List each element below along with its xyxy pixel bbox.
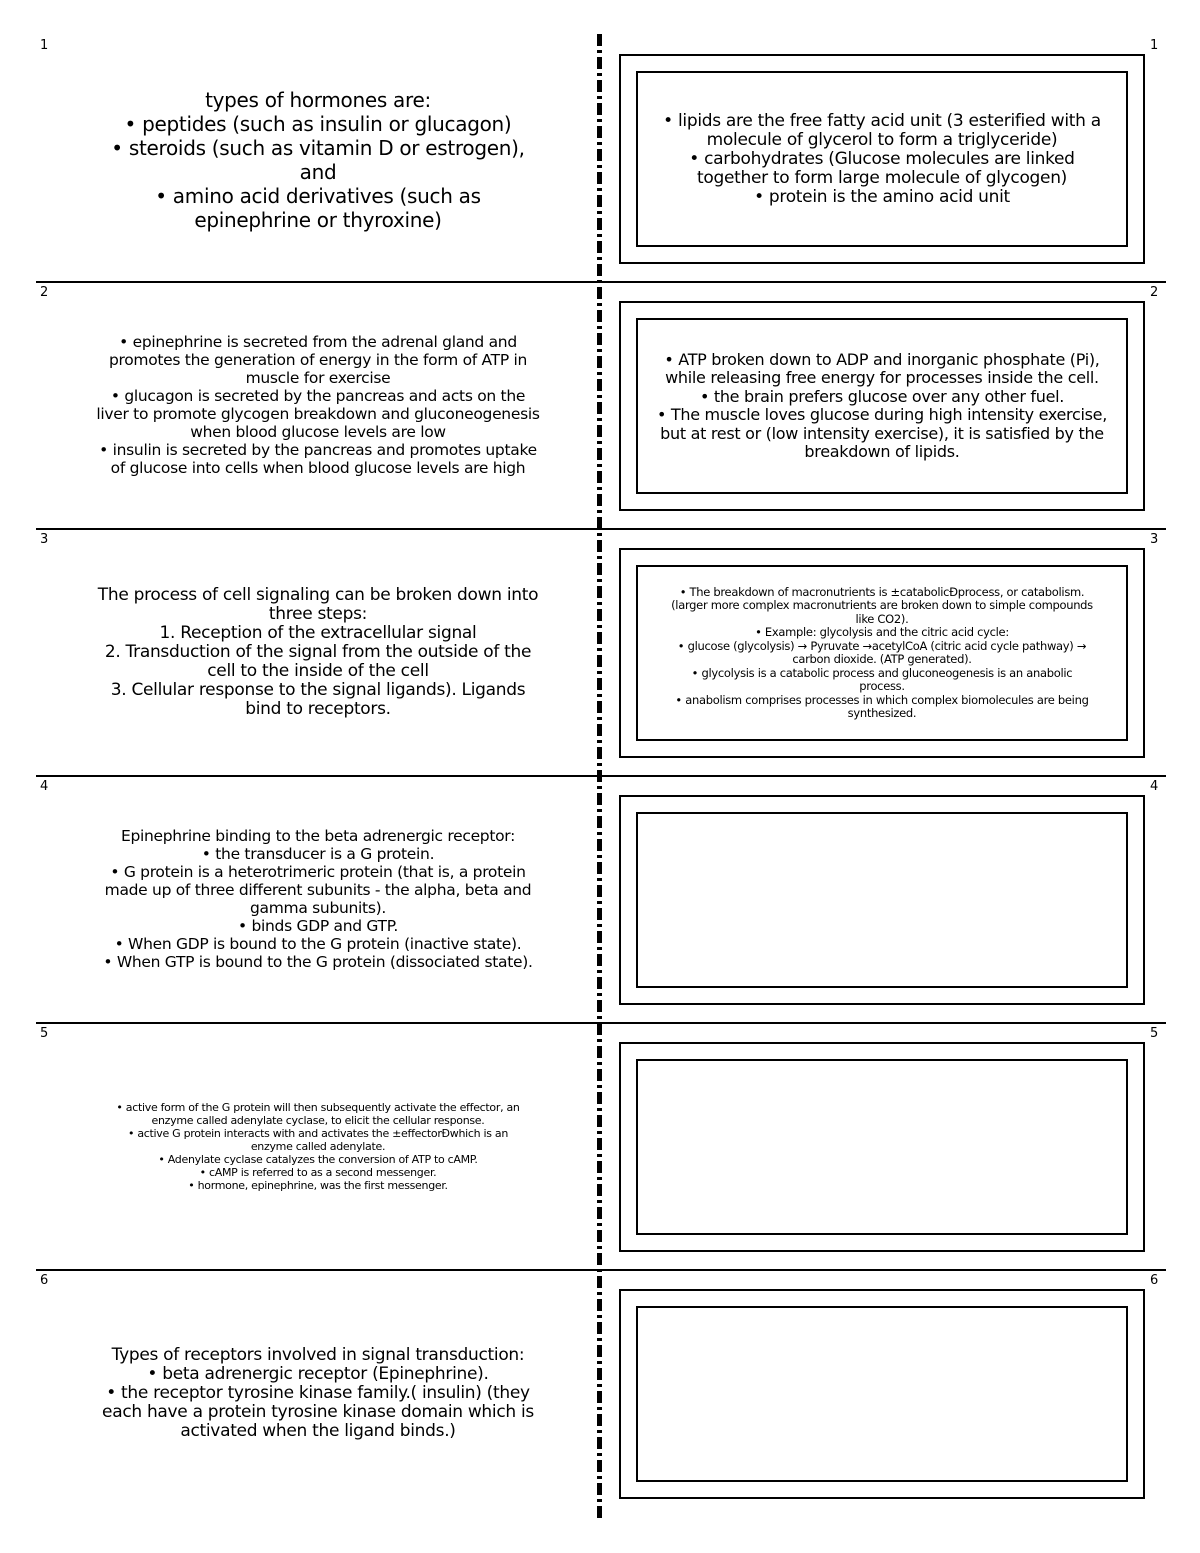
card-back-text: • The breakdown of macronutrients is ±catabolicÐprocess, or catabolism. (larger more complex macronutrients are broken down to simple compounds like CO2). • Example: glycolysis and the citric acid cycle: • glucose (glycolysis) → Pyruvate →acetylCoA (citric acid cycle pathway) → carbon dioxide. (ATP generated). • glycolysis is a catabolic process and gluconeogenesis is an anabolic process. • anabolism comprises processes in which complex biomolecules are being synthesized.: [671, 584, 1093, 720]
card-separator: [36, 281, 1166, 283]
card-back-frame: [619, 1042, 1145, 1252]
card-front-text: Types of receptors involved in signal transduction: • beta adrenergic receptor (Epinephrine). • the receptor tyrosine kinase family.( insulin) (they each have a protein tyrosine kinase domain which is activated when the ligand binds.): [102, 1344, 534, 1441]
card-front-text: • epinephrine is secreted from the adrenal gland and promotes the generation of energy in the form of ATP in muscle for exercise • glucagon is secreted by the pancreas and acts on the liver to promote glycogen breakdown and gluconeogenesis when blood glucose levels are low • insulin is secreted by the pancreas and promotes uptake of glucose into cells when blood glucose levels are high: [96, 333, 540, 477]
card-front-text: types of hormones are: • peptides (such as insulin or glucagon) • steroids (such as vitamin D or estrogen), and • amino acid derivatives (such as epinephrine or thyroxine): [111, 88, 525, 232]
card-front-text: Epinephrine binding to the beta adrenergic receptor: • the transducer is a G protein. • G protein is a heterotrimeric protein (that is, a protein made up of three different subunits - the alpha, beta and gamma subunits). • binds GDP and GTP. • When GDP is bound to the G protein (inactive state). • When GTP is bound to the G protein (dissociated state).: [103, 827, 533, 971]
card-number-front: 3: [40, 532, 49, 547]
card-number-back: 6: [1150, 1273, 1159, 1288]
card-number-back: 4: [1150, 779, 1159, 794]
card-front: [60, 552, 576, 752]
card-back-inner-frame: [636, 318, 1128, 494]
card-separator: [36, 528, 1166, 530]
card-back-frame: [619, 301, 1145, 511]
card-back-frame: [619, 795, 1145, 1005]
card-front: [60, 305, 576, 505]
card-front: [60, 799, 576, 999]
card-number-front: 1: [40, 38, 49, 53]
card-back-inner-frame: [636, 1306, 1128, 1482]
card-separator: [36, 1022, 1166, 1024]
card-back-inner-frame: [636, 1059, 1128, 1235]
card-number-back: 3: [1150, 532, 1159, 547]
card-number-front: 5: [40, 1026, 49, 1041]
card-number-back: 1: [1150, 38, 1159, 53]
card-back-frame: [619, 54, 1145, 264]
card-front: [60, 1293, 576, 1493]
card-separator: [36, 775, 1166, 777]
card-number-back: 2: [1150, 285, 1159, 300]
card-front: [60, 60, 576, 260]
card-front-text: The process of cell signaling can be broken down into three steps: 1. Reception of the extracellular signal 2. Transduction of the signal from the outside of the cell to the inside of the cell 3. Cellular response to the signal ligands). Ligands bind to receptors.: [97, 584, 539, 719]
card-number-front: 2: [40, 285, 49, 300]
card-front-text: • active form of the G protein will then subsequently activate the effector, an enzyme called adenylate cyclase, to elicit the cellular response. • active G protein interacts with and activates the ±effectorÐwhich is an enzyme called adenylate. • Adenylate cyclase catalyzes the conversion of ATP to cAMP. • cAMP is referred to as a second messenger. • hormone, epinephrine, was the first messenger.: [116, 1100, 520, 1192]
card-number-front: 4: [40, 779, 49, 794]
card-back-inner-frame: [636, 812, 1128, 988]
card-front: [60, 1046, 576, 1246]
card-back-inner-frame: [636, 565, 1128, 741]
card-separator: [36, 1269, 1166, 1271]
card-back-text: • lipids are the free fatty acid unit (3 esterified with a molecule of glycerol to form a triglyceride) • carbohydrates (Glucose molecules are linked together to form large molecule of glycogen) • protein is the amino acid unit: [663, 110, 1101, 207]
card-number-front: 6: [40, 1273, 49, 1288]
card-back-frame: [619, 1289, 1145, 1499]
fold-line: [597, 34, 602, 1520]
card-back-text: • ATP broken down to ADP and inorganic phosphate (Pi), while releasing free energy for processes inside the cell. • the brain prefers glucose over any other fuel. • The muscle loves glucose during high intensity exercise, but at rest or (low intensity exercise), it is satisfied by the breakdown of lipids.: [656, 349, 1107, 461]
card-number-back: 5: [1150, 1026, 1159, 1041]
card-back-inner-frame: [636, 71, 1128, 247]
card-back-frame: [619, 548, 1145, 758]
